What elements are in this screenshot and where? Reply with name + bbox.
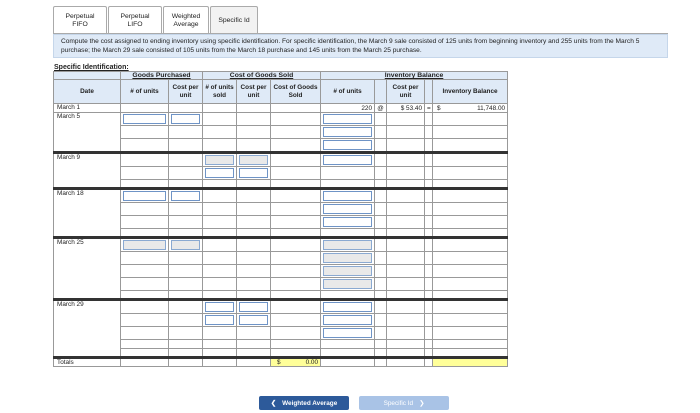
row-date: March 1: [54, 104, 121, 113]
ib-units-input[interactable]: [323, 266, 372, 276]
cost-per-unit-input[interactable]: [171, 114, 200, 124]
prev-button[interactable]: ❮ Weighted Average: [259, 396, 349, 410]
beginning-units: 220: [321, 104, 375, 113]
ib-units-input[interactable]: [323, 155, 372, 165]
ib-units-input[interactable]: [323, 253, 372, 263]
units-purchased-input[interactable]: [123, 191, 166, 201]
table-row: [54, 153, 508, 167]
ib-units-header: # of units: [321, 80, 375, 104]
equals-symbol: =: [425, 104, 433, 113]
cost-per-unit-input[interactable]: [171, 191, 200, 201]
chevron-right-icon: ❯: [419, 400, 425, 407]
beginning-balance: $ 11,748.00: [433, 104, 508, 113]
ib-units-input[interactable]: [323, 191, 372, 201]
ib-units-input[interactable]: [323, 114, 372, 124]
row-date: March 29: [54, 300, 121, 358]
row-date: March 5: [54, 113, 121, 153]
total-inventory-balance[interactable]: [433, 358, 508, 367]
ib-balance-header: Inventory Balance: [433, 80, 508, 104]
ib-units-input[interactable]: [323, 127, 372, 137]
beginning-cost: $ 53.40: [387, 104, 425, 113]
ib-units-input[interactable]: [323, 302, 372, 312]
ib-units-input[interactable]: [323, 279, 372, 289]
tab-weighted-average[interactable]: Weighted Average: [163, 6, 209, 34]
gp-units-header: # of units: [121, 80, 169, 104]
ib-units-input[interactable]: [323, 240, 372, 250]
instructions: Compute the cost assigned to ending inventory using specific identification. For specific identification, the March 9 sale consisted of 125 units from beginning inventory and 255 units from the March 5 purchase; the March 29 sale consisted of 105 units from the March 18 purchase and 145 units from the March 25 purchase.: [53, 34, 668, 58]
cost-per-unit-input[interactable]: [171, 240, 200, 250]
ib-units-input[interactable]: [323, 217, 372, 227]
cost-of-goods-sold-header: Cost of Goods Sold: [229, 72, 294, 79]
cogs-total-header: Cost of Goods Sold: [271, 80, 321, 104]
table-row: [54, 300, 508, 314]
cogs-cost-input[interactable]: [239, 155, 268, 165]
units-sold-input[interactable]: [205, 302, 234, 312]
table-row: [54, 238, 508, 252]
cogs-cost-input[interactable]: [239, 302, 268, 312]
table-row: [54, 113, 508, 126]
table-row: [54, 104, 508, 113]
total-cogs: $ 0.00: [271, 358, 321, 367]
tab-specific-id[interactable]: Specific Id: [210, 6, 258, 34]
row-date: March 18: [54, 189, 121, 238]
cogs-cost-input[interactable]: [239, 168, 268, 178]
units-purchased-input[interactable]: [123, 240, 166, 250]
cogs-cost-input[interactable]: [239, 315, 268, 325]
row-date: March 25: [54, 238, 121, 300]
inventory-balance-header: Inventory Balance: [384, 72, 444, 79]
table-row: [54, 189, 508, 203]
at-symbol: @: [375, 104, 387, 113]
chevron-left-icon: ❮: [270, 400, 277, 407]
tab-bar: [53, 6, 259, 34]
date-header: Date: [54, 80, 121, 104]
ib-units-input[interactable]: [323, 204, 372, 214]
row-date: Totals: [54, 358, 121, 367]
ib-units-input[interactable]: [323, 328, 372, 338]
units-sold-input[interactable]: [205, 315, 234, 325]
totals-row: [54, 358, 508, 367]
ib-units-input[interactable]: [323, 140, 372, 150]
cogs-cost-header: Cost per unit: [237, 80, 271, 104]
ib-units-input[interactable]: [323, 315, 372, 325]
cogs-units-header: # of units sold: [203, 80, 237, 104]
next-button[interactable]: Specific Id ❯: [359, 396, 449, 410]
section-title: Specific Identification:: [54, 64, 129, 71]
tab-perpetual-fifo[interactable]: Perpetual FIFO: [53, 6, 107, 34]
units-sold-input[interactable]: [205, 168, 234, 178]
goods-purchased-header: Goods Purchased: [132, 72, 191, 79]
units-purchased-input[interactable]: [123, 114, 166, 124]
ib-cost-header: Cost per unit: [387, 80, 425, 104]
gp-cost-header: Cost per unit: [169, 80, 203, 104]
specific-identification-table: [53, 71, 508, 367]
row-date: March 9: [54, 153, 121, 189]
units-sold-input[interactable]: [205, 155, 234, 165]
tab-perpetual-lifo[interactable]: Perpetual LIFO: [108, 6, 162, 34]
